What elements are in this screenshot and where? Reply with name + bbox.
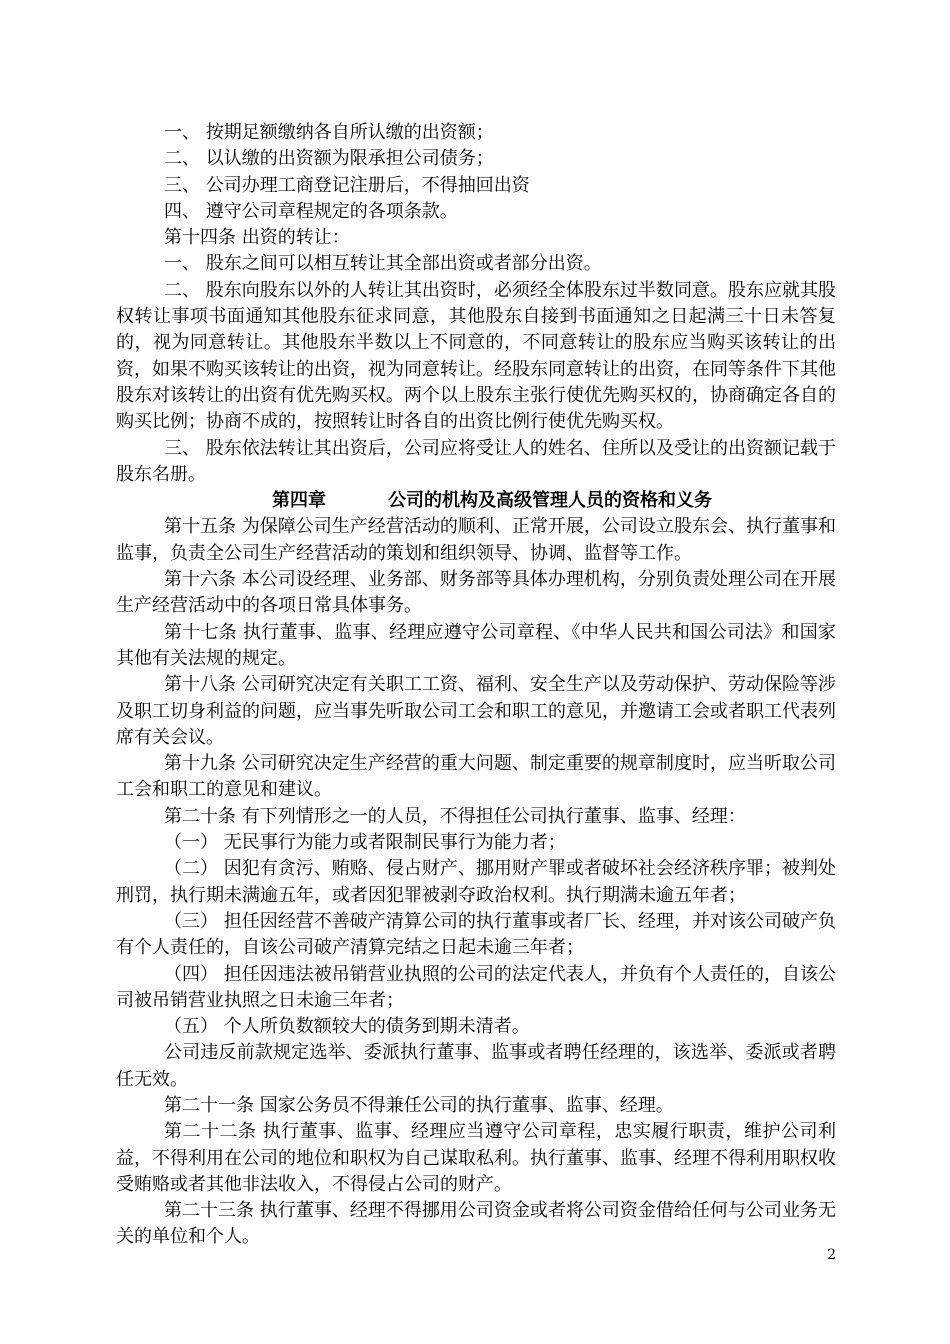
paragraph: 第十四条 出资的转让： [164, 227, 350, 249]
paragraph: 一、 股东之间可以相互转让其全部出资或者部分出资。 [164, 253, 602, 275]
paragraph: 公司违反前款规定选举、委派执行董事、监事或者聘任经理的，该选举、委派或者聘任无效。 [116, 1042, 836, 1090]
paragraph: 二、 股东向股东以外的人转让其出资时，必须经全体股东过半数同意。股东应就其股权转让事项书面通知其他股东征求同意，其他股东自接到书面通知之日起满三十日未答复的，视为同意转让。其他股东半数以上不同意的，不同意转让的股东应当购买该转让的出资，如果不购买该转让的出资，视为同意转让。经股东同意转让的出资，在同等条件下其他股东对该转让的出资有优先购买权。两个以上股东主张行使优先购买权的，协商确定各自的购买比例；协商不成的，按照转让时各自的出资比例行使优先购买权。 [116, 279, 836, 433]
paragraph: 第二十一条 国家公务员不得兼任公司的执行董事、监事、经理。 [164, 1094, 674, 1116]
list-item: （五） 个人所负数额较大的债务到期未清者。 [164, 1016, 530, 1038]
paragraph: 第十六条 本公司设经理、业务部、财务部等具体办理机构，分别负责处理公司在开展生产经营活动中的各项日常具体事务。 [116, 569, 836, 617]
paragraph: 第十九条 公司研究决定生产经营的重大问题、制定重要的规章制度时，应当听取公司工会和职工的意见和建议。 [116, 753, 836, 801]
document-page [116, 120, 836, 1251]
chapter-number: 第四章 [272, 490, 326, 512]
list-item: （一） 无民事行为能力或者限制民事行为能力者； [164, 832, 566, 854]
paragraph: 第十八条 公司研究决定有关职工工资、福利、安全生产以及劳动保护、劳动保险等涉及职工切身利益的问题，应当事先听取公司工会和职工的意见，并邀请工会或者职工代表列席有关会议。 [116, 674, 836, 748]
list-item: （四） 担任因违法被吊销营业执照的公司的法定代表人，并负有个人责任的，自该公司被吊销营业执照之日未逾三年者； [116, 963, 836, 1011]
paragraph: 一、 按期足额缴纳各自所认缴的出资额； [164, 122, 494, 143]
paragraph: 三、 公司办理工商登记注册后，不得抽回出资 [164, 174, 530, 196]
paragraph: 三、 股东依法转让其出资后，公司应将受让人的姓名、住所以及受让的出资额记载于股东名册。 [116, 437, 836, 485]
chapter-heading [116, 488, 836, 514]
paragraph: 二、 以认缴的出资额为限承担公司债务； [164, 148, 494, 170]
chapter-title: 公司的机构及高级管理人员的资格和义务 [388, 490, 712, 512]
page-number: 2 [827, 1247, 836, 1263]
list-item: （二） 因犯有贪污、贿赂、侵占财产、挪用财产罪或者破坏社会经济秩序罪；被判处刑罚，执行期未满逾五年，或者因犯罪被剥夺政治权利。执行期满未逾五年者； [116, 858, 836, 906]
paragraph: 第二十二条 执行董事、监事、经理应当遵守公司章程，忠实履行职责，维护公司利益，不得利用在公司的地位和职权为自己谋取私利。执行董事、监事、经理不得利用职权收受贿赂或者其他非法收入，不得侵占公司的财产。 [116, 1121, 836, 1195]
paragraph: 第十七条 执行董事、监事、经理应遵守公司章程、《中华人民共和国公司法》和国家其他有关法规的规定。 [116, 621, 836, 669]
paragraph: 第二十条 有下列情形之一的人员，不得担任公司执行董事、监事、经理： [164, 805, 746, 827]
paragraph: 第十五条 为保障公司生产经营活动的顺利、正常开展，公司设立股东会、执行董事和监事，负责全公司生产经营活动的策划和组织领导、协调、监督等工作。 [116, 516, 836, 564]
paragraph: 第二十三条 执行董事、经理不得挪用公司资金或者将公司资金借给任何与公司业务无关的单位和个人。 [116, 1200, 836, 1248]
paragraph: 四、 遵守公司章程规定的各项条款。 [164, 200, 458, 222]
list-item: （三） 担任因经营不善破产清算公司的执行董事或者厂长、经理，并对该公司破产负有个人责任的，自该公司破产清算完结之日起未逾三年者； [116, 910, 836, 959]
